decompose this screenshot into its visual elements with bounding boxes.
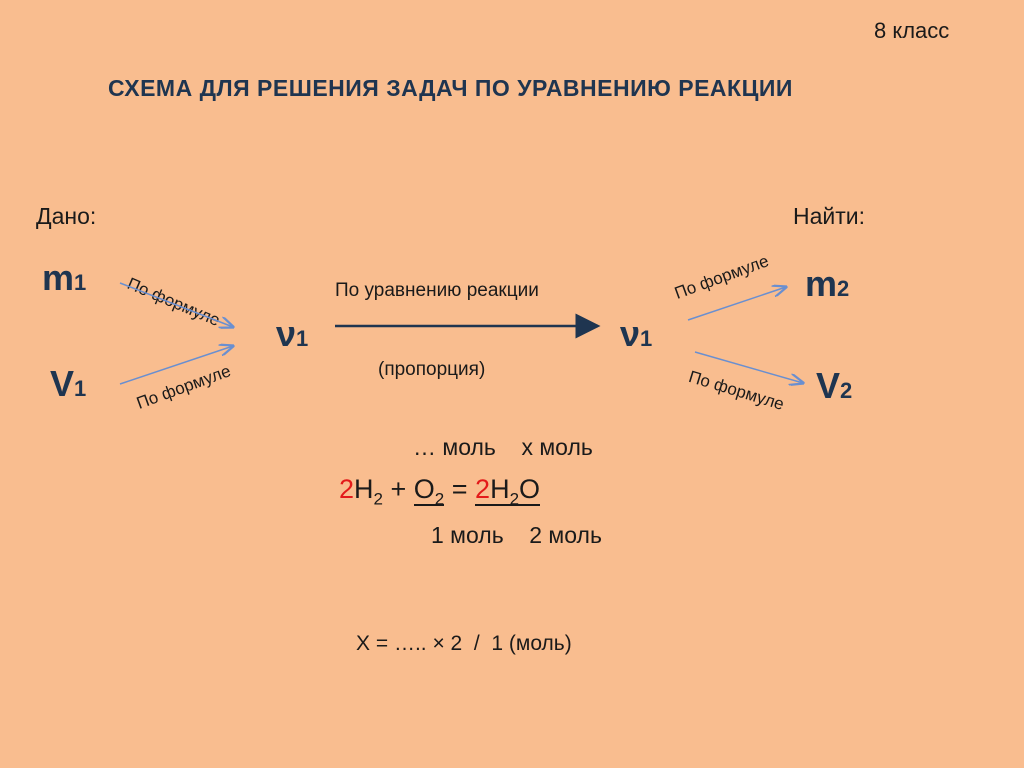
arrow-nu-to-m2 — [688, 287, 786, 320]
equation-bottom-line: 1 моль 2 моль — [431, 522, 602, 548]
by-formula-label-1: По формуле — [124, 274, 223, 331]
slide-title: СХЕМА ДЛЯ РЕШЕНИЯ ЗАДАЧ ПО УРАВНЕНИЮ РЕАКЦИИ — [108, 75, 793, 101]
volume-2: V2 — [816, 365, 853, 406]
coefficient-1: 2 — [339, 474, 355, 504]
hydrogen-symbol: H — [354, 474, 374, 504]
arrow-V1-to-nu — [120, 346, 233, 384]
mass-2: m2 — [805, 263, 850, 304]
oxygen-formula: $O_2$ — [413, 474, 445, 509]
by-formula-label-3: По формуле — [672, 251, 772, 303]
by-equation-label: По уравнению реакции — [335, 280, 539, 301]
water-formula: $2H_2O$ — [475, 474, 541, 509]
volume-1: V1 — [50, 363, 87, 404]
reaction-equation — [339, 474, 540, 509]
by-formula-label-2: По формуле — [134, 361, 234, 413]
proportion-label: (пропорция) — [378, 359, 486, 380]
equation-top-line: … моль x моль — [413, 434, 593, 460]
find-label: Найти: — [793, 203, 866, 229]
grade-label: 8 класс — [874, 18, 950, 43]
equals-sign: = — [444, 474, 476, 504]
hydrogen-sub: 2 — [373, 489, 383, 509]
mass-1: m1 — [42, 257, 87, 298]
plus-sign: + — [383, 474, 414, 504]
arrow-m1-to-nu — [120, 283, 233, 327]
arrow-nu-to-V2 — [695, 352, 803, 383]
calculation-line: X = ….. × 2 / 1 (моль) — [356, 632, 572, 655]
by-formula-label-4: По формуле — [686, 367, 787, 415]
given-label: Дано: — [36, 203, 97, 229]
amount-right: ν1 — [620, 313, 653, 354]
amount-left: ν1 — [276, 313, 309, 354]
